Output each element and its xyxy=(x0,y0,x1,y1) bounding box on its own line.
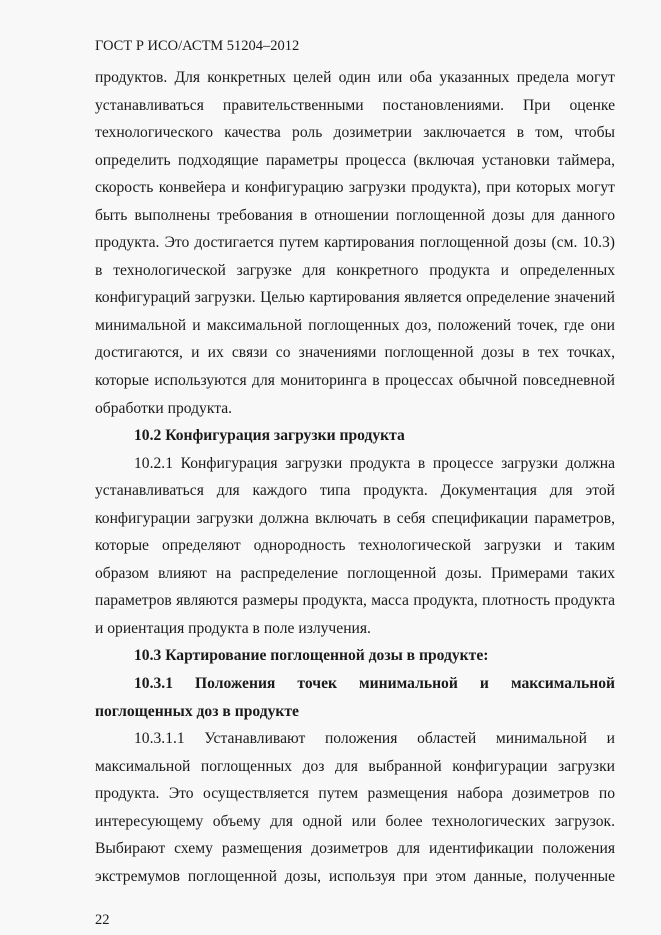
text-line: минимальной и максимальной поглощенных доз, положений точек, где они xyxy=(95,316,615,334)
text-line: обработки продукта. xyxy=(95,399,233,417)
text-line: максимальной поглощенных доз для выбранной конфигурации загрузки xyxy=(95,757,615,775)
text-line: 10.3.1.1 Устанавливают положения областей минимальной и xyxy=(134,730,615,748)
text-line: параметров являются размеры продукта, масса продукта, плотность продукта xyxy=(95,592,615,610)
text-line: 10.2 Конфигурация загрузки продукта xyxy=(134,427,405,445)
text-line: устанавливаться правительственными постановлениями. При оценке xyxy=(95,96,615,114)
paragraph xyxy=(95,450,615,643)
paragraph xyxy=(95,64,615,422)
paragraph xyxy=(95,725,615,890)
section-heading xyxy=(95,670,615,725)
text-line: определить подходящие параметры процесса (включая установки таймера, xyxy=(95,151,615,169)
text-line: Выбирают схему размещения дозиметров для идентификации положения xyxy=(95,840,615,858)
text-line: поглощенных доз в продукте xyxy=(95,702,299,720)
text-line: технологического качества роль дозиметрии заключается в том, чтобы xyxy=(95,124,615,142)
text-line: 10.3.1 Положения точек минимальной и максимальной xyxy=(134,675,615,693)
text-line: достигаются, и их связи со значениями поглощенной дозы в тех точках, xyxy=(95,344,615,362)
text-line: образом влияют на распределение поглощенной дозы. Примерами таких xyxy=(95,564,615,582)
text-line: 10.2.1 Конфигурация загрузки продукта в процессе загрузки должна xyxy=(134,454,615,472)
text-line: и ориентация продукта в поле излучения. xyxy=(95,619,371,637)
text-line: продукта. Это осуществляется путем размещения набора дозиметров по xyxy=(95,785,615,803)
text-line: которые используются для мониторинга в процессах обычной повседневной xyxy=(95,372,615,390)
text-line: продуктов. Для конкретных целей один или оба указанных предела могут xyxy=(95,69,615,86)
document-body xyxy=(95,64,615,890)
text-line: 10.3 Картирование поглощенной дозы в продукте: xyxy=(134,647,489,665)
page-number: 22 xyxy=(95,912,110,928)
text-line: конфигурации загрузки должна включать в себя спецификации параметров, xyxy=(95,509,615,527)
section-heading xyxy=(95,642,615,670)
text-line: конфигураций загрузки. Целью картирования является определение значений xyxy=(95,289,615,307)
text-line: быть выполнены требования в отношении поглощенной дозы для данного xyxy=(95,206,615,224)
text-line: скорость конвейера и конфигурацию загрузки продукта), при которых могут xyxy=(95,179,615,197)
document-header: ГОСТ Р ИСО/АСТМ 51204–2012 xyxy=(95,38,300,54)
text-line: экстремумов поглощенной дозы, используя при этом данные, полученные xyxy=(95,867,615,885)
text-line: продукта. Это достигается путем картирования поглощенной дозы (см. 10.3) xyxy=(95,234,615,252)
text-line: устанавливаться для каждого типа продукта. Документация для этой xyxy=(95,482,615,500)
section-heading xyxy=(95,422,615,450)
text-line: интересующему объему для одной или более технологических загрузок. xyxy=(95,812,615,830)
text-line: в технологической загрузке для конкретного продукта и определенных xyxy=(95,261,615,279)
text-line: которые определяют однородность технологической загрузки и таким xyxy=(95,537,615,555)
